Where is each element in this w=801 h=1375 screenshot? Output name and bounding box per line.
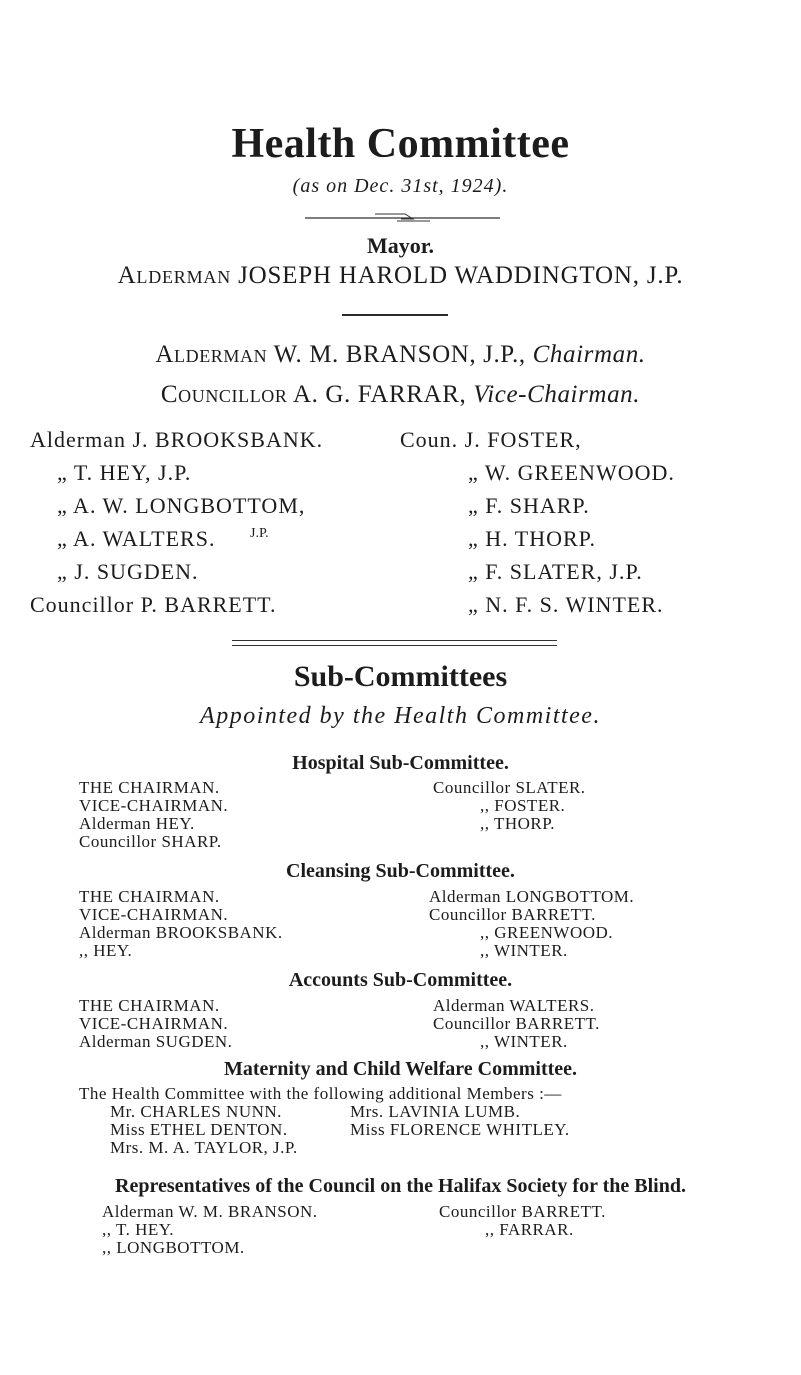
blind-heading: Representatives of the Council on the Halifax Society for the Blind. [115,1175,686,1197]
cleansing-member: ,, WINTER. [480,941,568,960]
page-title: Health Committee [231,121,570,167]
maternity-member: Miss ETHEL DENTON. [110,1120,288,1139]
chairman-name: W. M. BRANSON, J.P., [273,341,526,368]
blind-member: ,, LONGBOTTOM. [102,1238,245,1257]
hospital-member: ,, THORP. [480,814,556,833]
cleansing-member: Alderman BROOKSBANK. [79,923,283,942]
cleansing-member: Alderman LONGBOTTOM. [429,887,635,906]
blind-member: ,, T. HEY. [102,1220,175,1239]
accounts-member: Alderman SUGDEN. [79,1032,233,1051]
mayor-heading: Mayor. [366,233,434,258]
double-rule [232,640,557,646]
cleansing-heading: Cleansing Sub-Committee. [286,860,515,882]
member-left: „ A. W. LONGBOTTOM, [57,493,306,518]
cleansing-member: Councillor BARRETT. [429,905,596,924]
maternity-member: Mrs. LAVINIA LUMB. [350,1102,521,1121]
member-right: „ F. SHARP. [468,493,590,518]
cleansing-member: ,, GREENWOOD. [480,923,614,942]
member-right: Coun. J. FOSTER, [400,427,582,452]
ornament-divider [305,210,500,224]
subcommittees-heading: Sub-Committees [293,660,508,693]
chairman-role: Chairman. [532,341,646,368]
accounts-member: Alderman WALTERS. [433,996,595,1015]
member-left: „ A. WALTERS. [57,526,216,551]
hospital-member: THE CHAIRMAN. [79,778,220,797]
blind-member: ,, FARRAR. [485,1220,574,1239]
accounts-member: ,, WINTER. [480,1032,568,1051]
member-right: „ W. GREENWOOD. [468,460,675,485]
hospital-heading: Hospital Sub-Committee. [292,752,509,774]
chairman-prefix: Alderman [155,341,268,368]
mayor-line [0,262,801,290]
member-right: „ N. F. S. WINTER. [468,592,664,617]
accounts-member: THE CHAIRMAN. [79,996,220,1015]
maternity-heading: Maternity and Child Welfare Committee. [223,1058,578,1080]
vice-chairman-line [0,381,801,409]
hospital-member: Councillor SHARP. [79,832,222,851]
member-right: „ F. SLATER, J.P. [468,559,643,584]
member-left: Councillor P. BARRETT. [30,592,277,617]
member-suffix: J.P. [250,526,269,541]
member-left: Alderman J. BROOKSBANK. [30,427,324,452]
hospital-member: Alderman HEY. [79,814,195,833]
vice-chairman-name: A. G. FARRAR, [293,381,467,408]
accounts-member: VICE-CHAIRMAN. [79,1014,229,1033]
member-right: „ H. THORP. [468,526,596,551]
blind-member: Alderman W. M. BRANSON. [102,1202,318,1221]
chairman-line [0,341,801,369]
vice-chairman-prefix: Councillor [160,381,288,408]
maternity-member: Miss FLORENCE WHITLEY. [350,1120,570,1139]
hospital-member: VICE-CHAIRMAN. [79,796,229,815]
maternity-member: Mr. CHARLES NUNN. [110,1102,282,1121]
cleansing-member: ,, HEY. [79,941,133,960]
accounts-member: Councillor BARRETT. [433,1014,600,1033]
hospital-member: Councillor SLATER. [433,778,586,797]
maternity-intro: The Health Committee with the following additional Members :— [79,1084,562,1103]
vice-chairman-role: Vice-Chairman. [473,381,641,408]
maternity-member: Mrs. M. A. TAYLOR, J.P. [110,1138,298,1157]
cleansing-member: THE CHAIRMAN. [79,887,220,906]
divider-rule [342,314,448,316]
accounts-heading: Accounts Sub-Committee. [288,969,513,991]
blind-member: Councillor BARRETT. [439,1202,606,1221]
cleansing-member: VICE-CHAIRMAN. [79,905,229,924]
mayor-name: JOSEPH HAROLD WADDINGTON, J.P. [238,262,684,289]
member-left: „ J. SUGDEN. [57,559,199,584]
appointed-line: Appointed by the Health Committee. [200,703,601,729]
mayor-prefix: Alderman [117,262,232,289]
date-subtitle: (as on Dec. 31st, 1924). [292,175,509,197]
member-left: „ T. HEY, J.P. [57,460,192,485]
hospital-member: ,, FOSTER. [480,796,566,815]
